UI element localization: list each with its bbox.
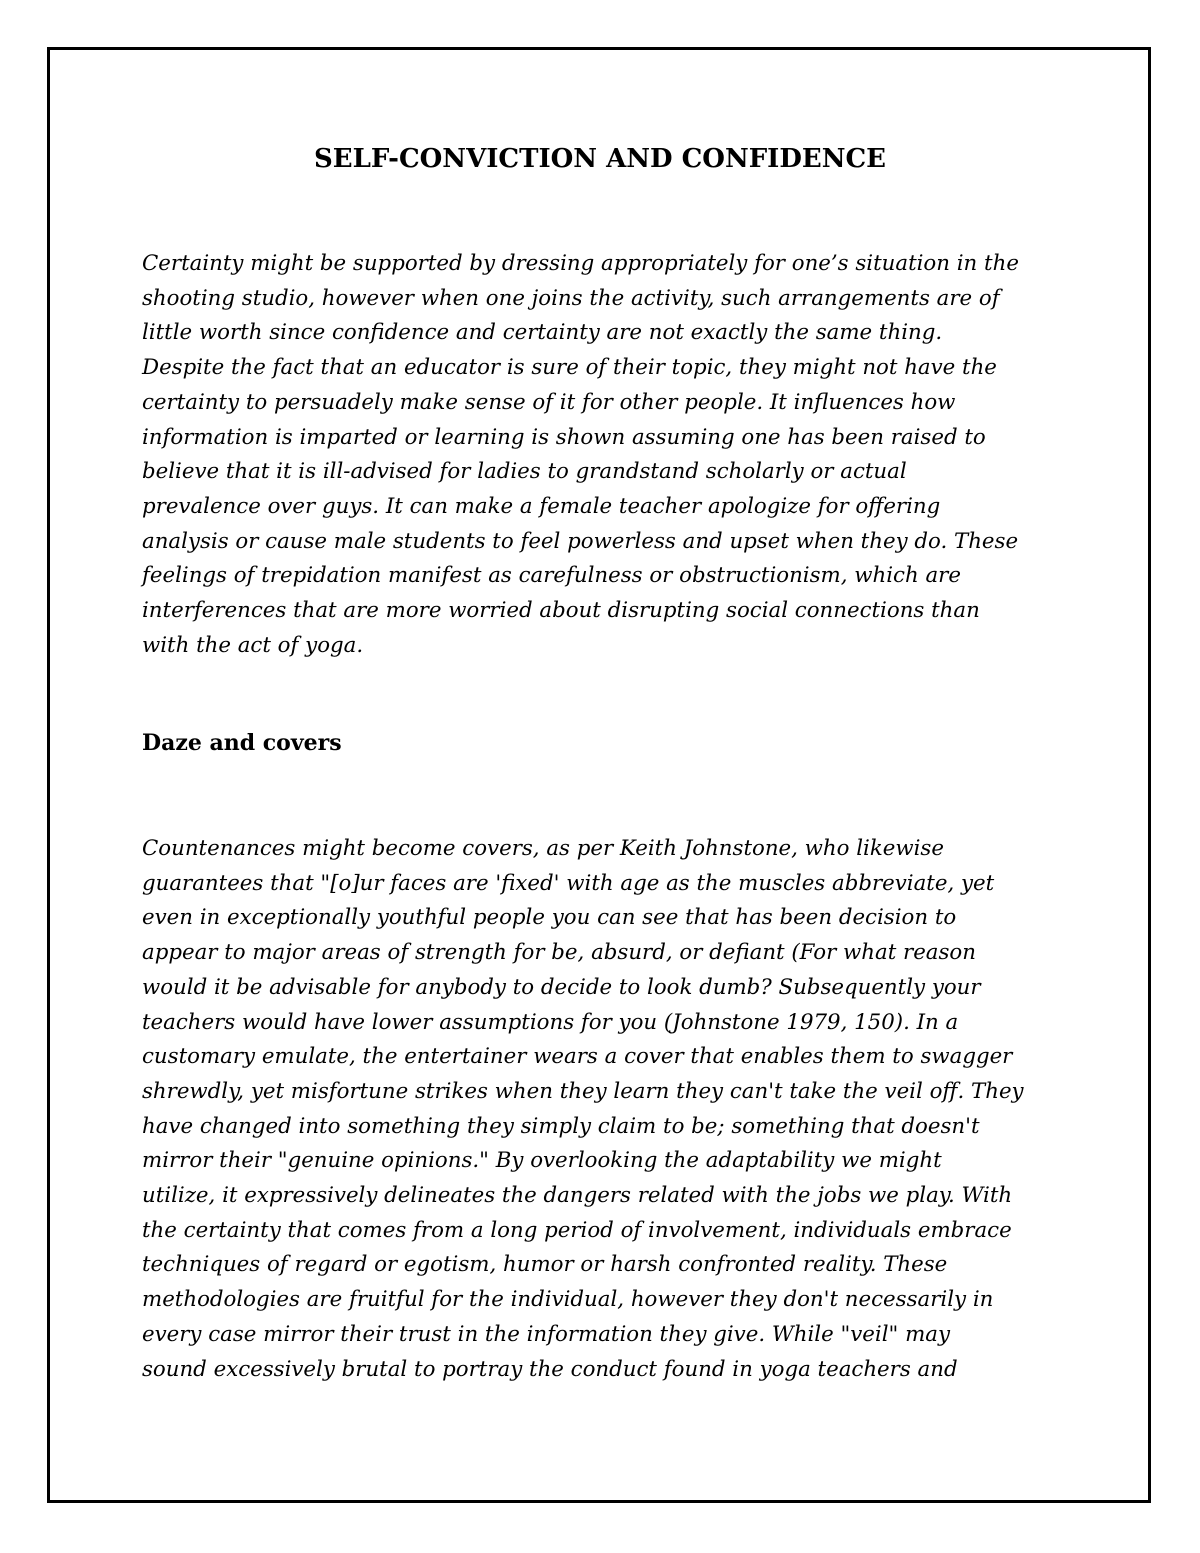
- text-line: Certainty might be supported by dressing appropriately for one’s situation in the: [142, 251, 1019, 276]
- text-line: methodologies are fruitful for the individual, however they don't necessarily in: [142, 1287, 994, 1313]
- text-line: shooting studio, however when one joins the activity, such arrangements are of: [142, 285, 1000, 311]
- text-line: the certainty that comes from a long period of involvement, individuals embrace: [142, 1217, 1012, 1243]
- text-line: little worth since confidence and certainty are not exactly the same thing.: [142, 320, 943, 346]
- text-line: shrewdly, yet misfortune strikes when they learn they can't take the veil off. They: [142, 1078, 1024, 1104]
- text-line: techniques of regard or egotism, humor or harsh confronted reality. These: [142, 1252, 948, 1278]
- text-line: have changed into something they simply claim to be; something that doesn't: [142, 1113, 980, 1139]
- text-line: every case mirror their trust in the information they give. While "veil" may: [142, 1321, 951, 1347]
- text-line: prevalence over guys. It can make a female teacher apologize for offering: [142, 493, 941, 519]
- text-line: Countenances might become covers, as per Keith Johnstone, who likewise: [142, 836, 944, 861]
- text-line: information is imparted or learning is shown assuming one has been raised to: [142, 424, 986, 450]
- text-line: would it be advisable for anybody to decide to look dumb? Subsequently your: [142, 974, 981, 1000]
- text-line: analysis or cause male students to feel powerless and upset when they do. These: [142, 528, 1019, 554]
- text-line: interferences that are more worried about disrupting social connections than: [142, 598, 980, 624]
- text-line: even in exceptionally youthful people you can see that has been decision to: [142, 905, 957, 931]
- text-line: guarantees that "[o]ur faces are 'fixed' with age as the muscles abbreviate, yet: [142, 870, 995, 896]
- text-line: teachers would have lower assumptions for you (Johnstone 1979, 150). In a: [142, 1009, 959, 1035]
- text-line: sound excessively brutal to portray the conduct found in yoga teachers and: [142, 1356, 958, 1382]
- document-title: SELF-CONVICTION AND CONFIDENCE: [314, 144, 886, 174]
- text-line: certainty to persuadely make sense of it for other people. It influences how: [142, 389, 956, 415]
- text-line: utilize, it expressively delineates the dangers related with the jobs we play. With: [142, 1183, 1013, 1209]
- text-line: appear to major areas of strength for be, absurd, or defiant (For what reason: [142, 940, 976, 966]
- text-line: customary emulate, the entertainer wears a cover that enables them to swagger: [142, 1044, 1013, 1070]
- paragraph-confidence: [142, 247, 1019, 663]
- section-heading: Daze and covers: [142, 730, 342, 756]
- text-line: feelings of trepidation manifest as carefulness or obstructionism, which are: [142, 563, 961, 589]
- text-line: believe that it is ill-advised for ladies to grandstand scholarly or actual: [142, 459, 907, 485]
- text-line: with the act of yoga.: [142, 632, 364, 658]
- paragraph-covers: [142, 832, 1024, 1387]
- text-line: Despite the fact that an educator is sure of their topic, they might not have the: [142, 355, 997, 381]
- text-line: mirror their "genuine opinions." By overlooking the adaptability we might: [142, 1148, 942, 1174]
